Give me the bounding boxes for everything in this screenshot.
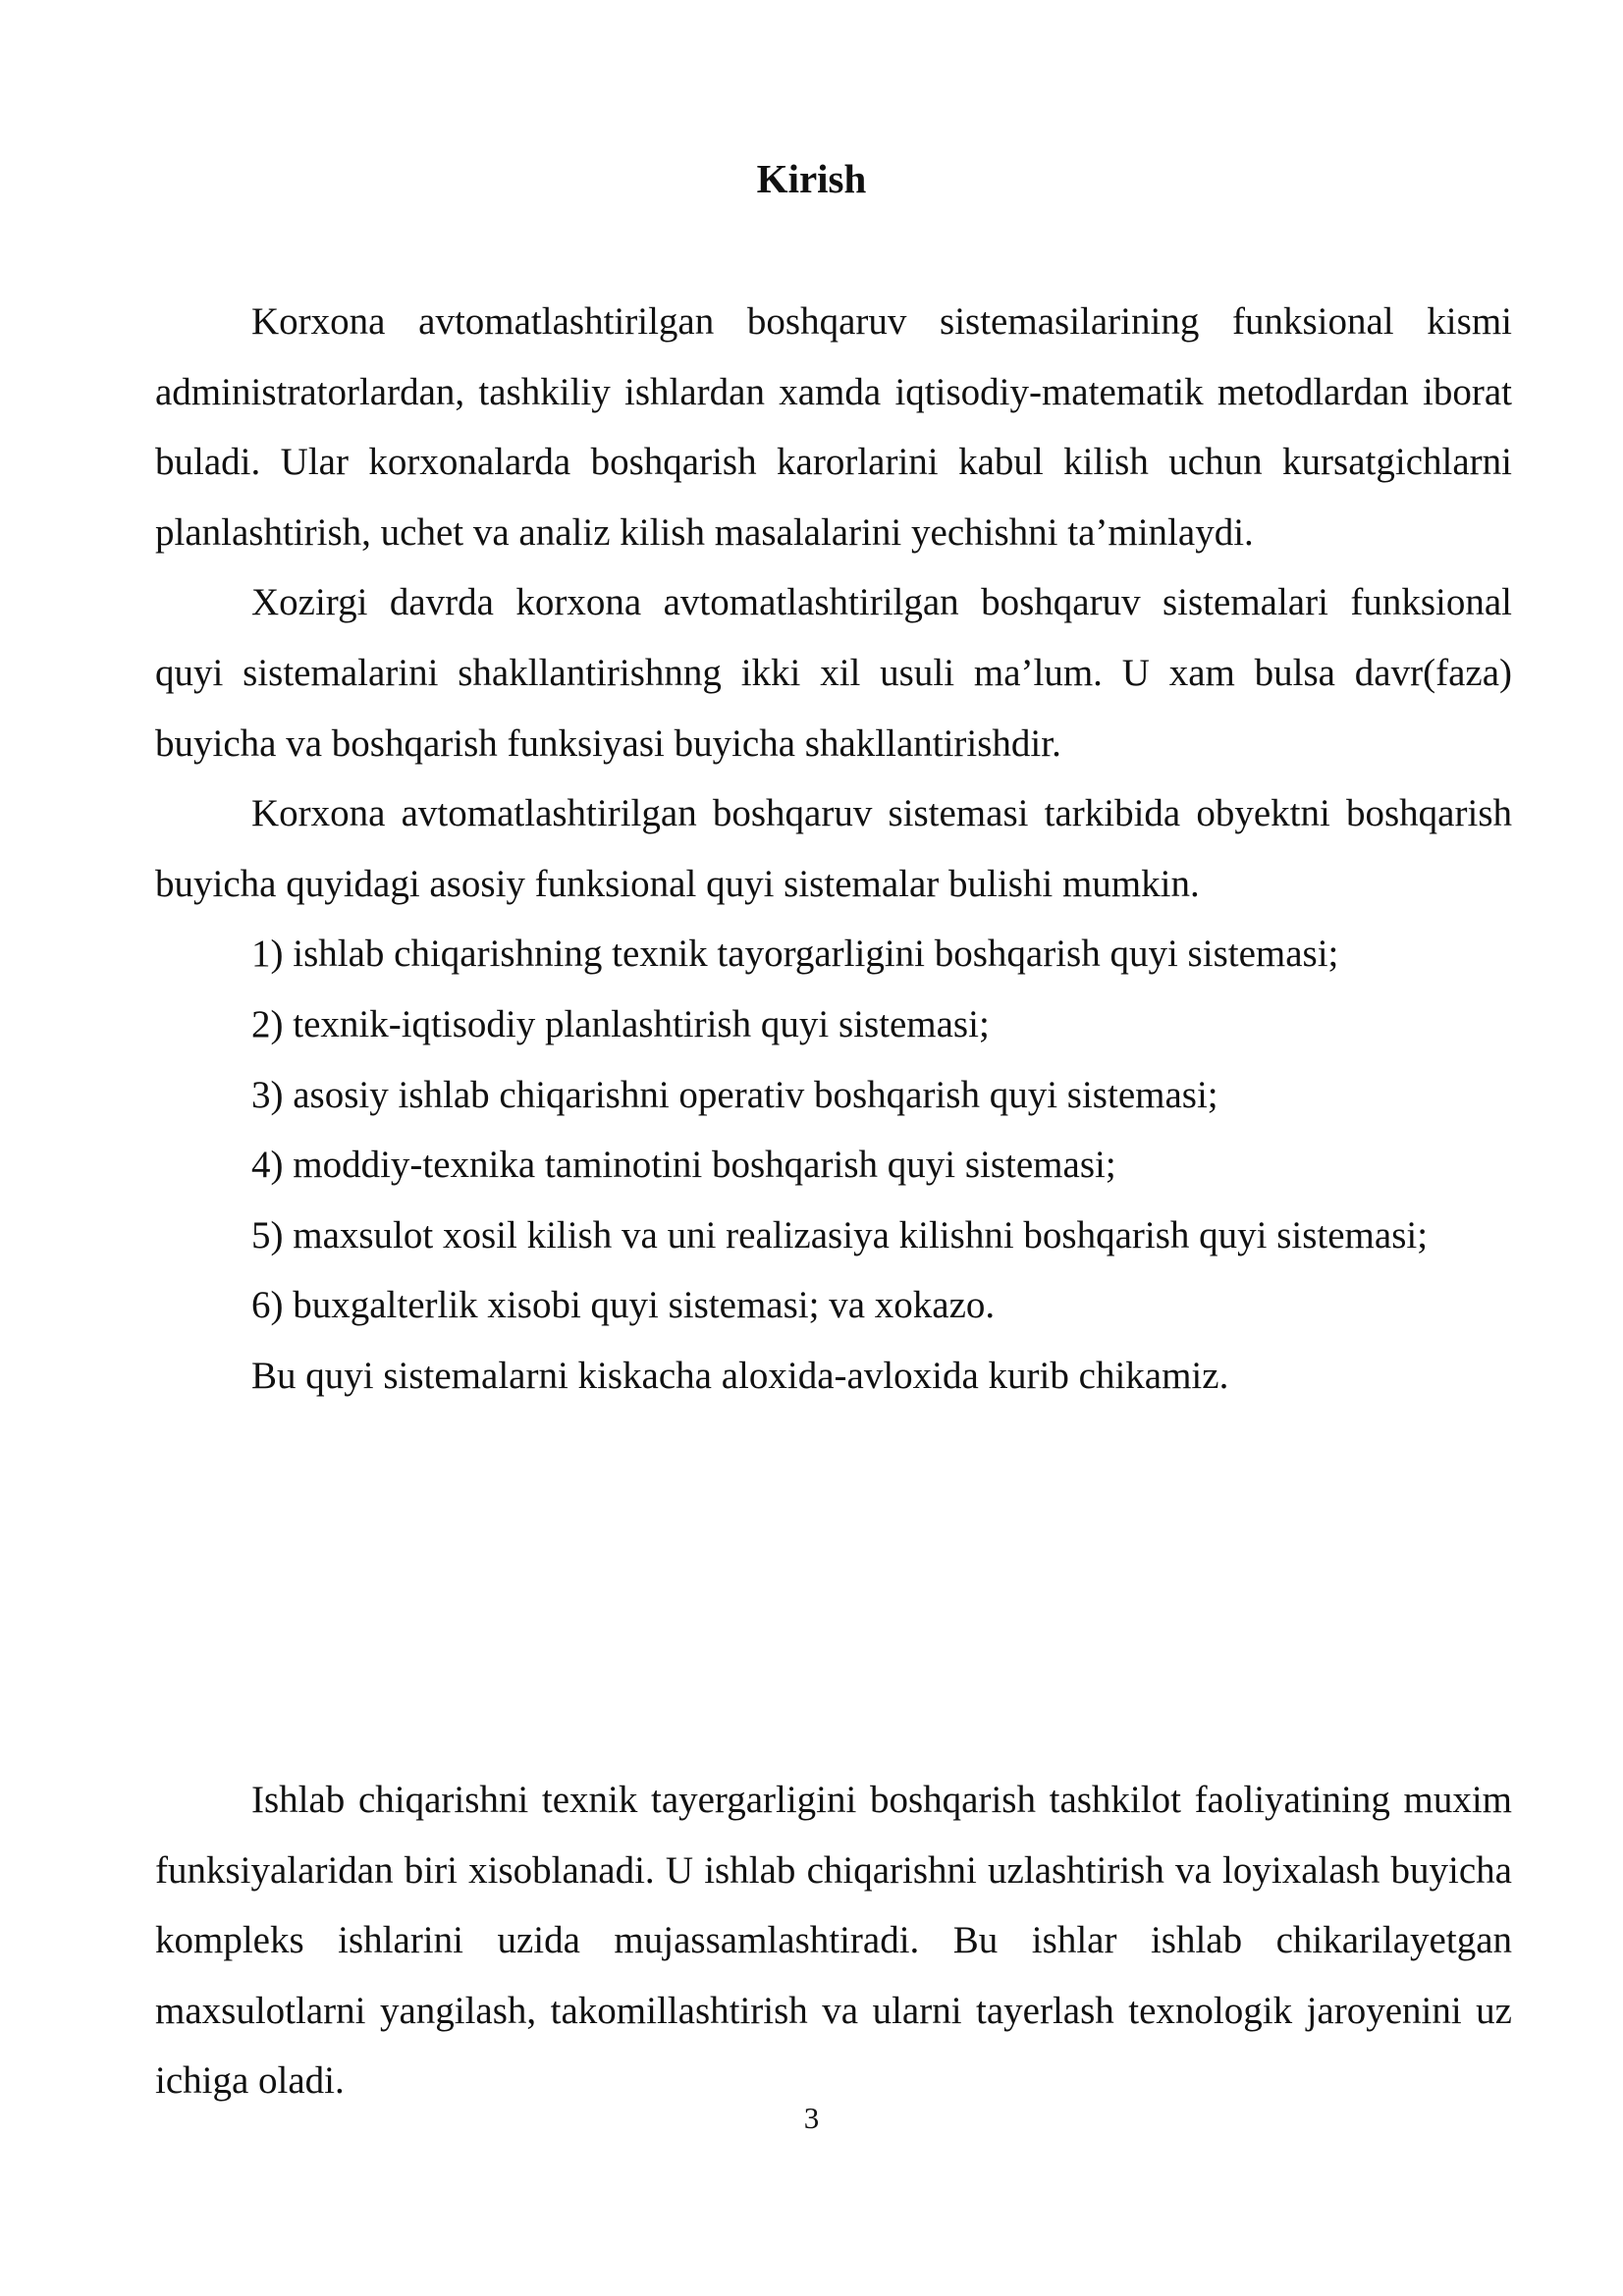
- list-item-5: 5) maxsulot xosil kilish va uni realizasiya kilishni boshqarish quyi sistemasi;: [251, 1213, 1429, 1256]
- paragraph-2: Xozirgi davrda korxona avtomatlashtirilgan boshqaruv sistemalari funksional quyi sistemalarini shakllantirishnng ikki xil usuli ma’lum. U xam bulsa davr(faza) buyicha va boshqarish funksiyasi buyicha shakllantirishdir.: [155, 581, 1512, 765]
- intro-section: [155, 287, 1512, 1412]
- paragraph-3: Korxona avtomatlashtirilgan boshqaruv sistemasi tarkibida obyektni boshqarish buyicha quyidagi asosiy funksional quyi sistemalar bulishi mumkin.: [155, 792, 1512, 905]
- closing-paragraph: Bu quyi sistemalarni kiskacha aloxida-avloxida kurib chikamiz.: [251, 1354, 1229, 1397]
- section-paragraph: Ishlab chiqarishni texnik tayergarligini boshqarish tashkilot faoliyatining muxim funksiyalaridan biri xisoblanadi. U ishlab chiqarishni uzlashtirish va loyixalash buyicha kompleks ishlarini uzida mujassamlashtiradi. Bu ishlar ishlab chikarilayetgan maxsulotlarni yangilash, takomillashtirish va ularni tayerlash texnologik jaroyenini uz ichiga oladi.: [155, 1779, 1512, 2103]
- page-title: Kirish: [756, 156, 867, 201]
- list-item-6: 6) buxgalterlik xisobi quyi sistemasi; va xokazo.: [251, 1284, 996, 1327]
- list-item-2: 2) texnik-iqtisodiy planlashtirish quyi sistemasi;: [251, 1002, 990, 1045]
- list-item-1: 1) ishlab chiqarishning texnik tayorgarligini boshqarish quyi sistemasi;: [251, 933, 1339, 976]
- page-number: 3: [803, 2101, 820, 2135]
- technical-preparation-section: [155, 1765, 1512, 2116]
- list-item-3: 3) asosiy ishlab chiqarishni operativ boshqarish quyi sistemasi;: [251, 1073, 1218, 1116]
- paragraph-1: Korxona avtomatlashtirilgan boshqaruv sistemasilarining funksional kismi administratorlardan, tashkiliy ishlardan xamda iqtisodiy-matematik metodlardan iborat buladi. Ular korxonalarda boshqarish karorlarini kabul kilish uchun kursatgichlarni planlashtirish, uchet va analiz kilish masalalarini yechishni ta’minlaydi.: [155, 300, 1512, 554]
- list-item-4: 4) moddiy-texnika taminotini boshqarish quyi sistemasi;: [251, 1144, 1116, 1187]
